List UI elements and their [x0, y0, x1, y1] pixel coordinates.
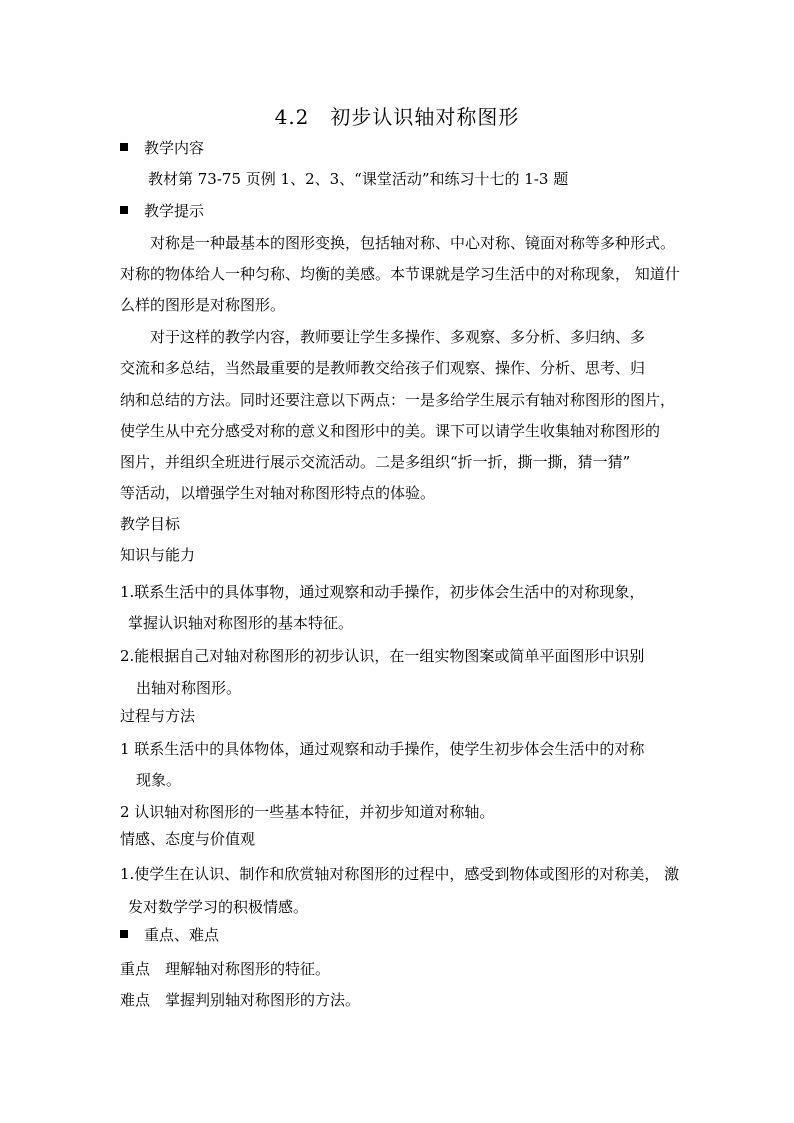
knowledge-item: 掌握认识轴对称图形的基本特征。 [128, 614, 354, 632]
heading-text: 教学提示 [144, 202, 205, 220]
tips-p1-line: 对称的物体给人一种匀称、均衡的美感。本节课就是学习生活中的对称现象， 知道什 [120, 265, 680, 283]
section-keypoints-heading [120, 925, 219, 945]
section-content-heading [120, 138, 204, 158]
heading-text: 重点、难点 [144, 926, 220, 944]
process-item: 现象。 [136, 771, 182, 789]
process-item: 2 认识轴对称图形的一些基本特征，并初步知道对称轴。 [120, 803, 495, 821]
tips-p2-line: 纳和总结的方法。同时还要注意以下两点：一是多给学生展示有轴对称图形的图片， [120, 391, 676, 409]
tips-p2-line: 图片，并组织全班进行展示交流活动。二是多组织“折一折，撕一撕，猜一猜” [120, 453, 631, 471]
page-title: 4.2 初步认识轴对称图形 [274, 105, 520, 129]
emotion-item: 1.使学生在认识、制作和欣赏轴对称图形的过程中，感受到物体或图形的对称美， 激 [120, 865, 680, 883]
knowledge-item: 2.能根据自己对轴对称图形的初步认识，在一组实物图案或简单平面图形中识别 [120, 647, 645, 665]
tips-p2-line: 等活动，以增强学生对轴对称图形特点的体验。 [120, 484, 436, 502]
process-heading: 过程与方法 [120, 707, 196, 725]
section-tips-heading [120, 201, 204, 221]
tips-p2-line: 交流和多总结，当然最重要的是教师教交给孩子们观察、操作、分析、思考、归 [120, 359, 646, 377]
content-text: 教材第 73-75 页例 1、2、3、“课堂活动”和练习十七的 1-3 题 [148, 170, 569, 188]
knowledge-item: 出轴对称图形。 [136, 679, 242, 697]
knowledge-heading: 知识与能力 [120, 546, 196, 564]
bullet-square-icon [120, 143, 128, 151]
process-item: 1 联系生活中的具体物体，通过观察和动手操作，使学生初步体会生活中的对称 [120, 740, 645, 758]
difficult-point: 难点 掌握判别轴对称图形的方法。 [120, 991, 361, 1009]
tips-p2-line: 对于这样的教学内容，教师要让学生多操作、多观察、多分析、多归纳、多 [150, 328, 646, 346]
emotion-item: 发对数学学习的积极情感。 [128, 898, 309, 916]
bullet-square-icon [120, 930, 128, 938]
tips-p1-line: 对称是一种最基本的图形变换，包括轴对称、中心对称、镜面对称等多种形式。 [150, 234, 676, 252]
emotion-heading: 情感、态度与价值观 [120, 830, 256, 848]
tips-p2-line: 使学生从中充分感受对称的意义和图形中的美。课下可以请学生收集轴对称图形的 [120, 422, 661, 440]
bullet-square-icon [120, 206, 128, 214]
key-point: 重点 理解轴对称图形的特征。 [120, 960, 331, 978]
knowledge-item: 1.联系生活中的具体事物，通过观察和动手操作，初步体会生活中的对称现象， [120, 583, 645, 601]
tips-p1-line: 么样的图形是对称图形。 [120, 296, 286, 314]
heading-text: 教学内容 [144, 139, 205, 157]
goals-heading: 教学目标 [120, 515, 181, 533]
